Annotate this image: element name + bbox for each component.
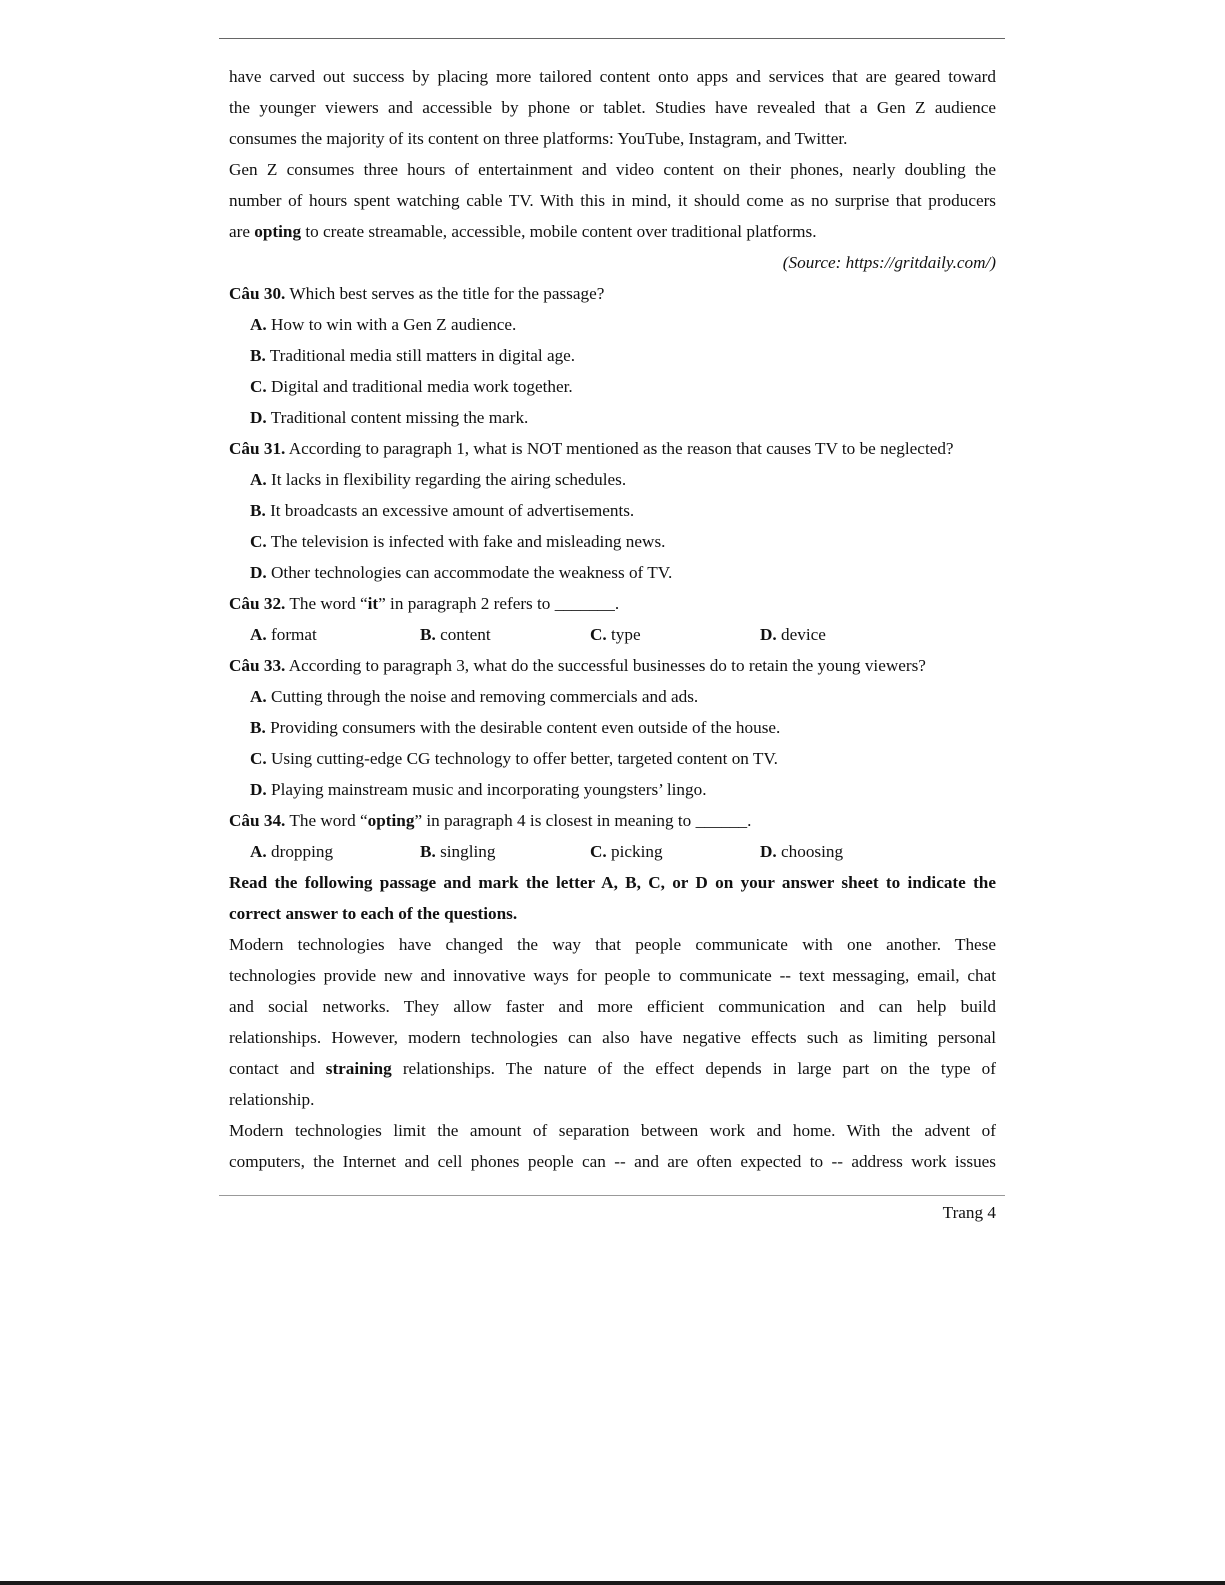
- passage-line: computers, the Internet and cell phones people can -- and are often expected to -- address work issues: [229, 1152, 996, 1171]
- passage-line: Modern technologies limit the amount of separation between work and home. With the advent of: [229, 1121, 996, 1140]
- passage-line: consumes the majority of its content on three platforms: YouTube, Instagram, and Twitter.: [229, 129, 848, 148]
- question-30: Câu 30. Which best serves as the title for the passage?: [229, 284, 605, 303]
- source-citation: (Source: https://gritdaily.com/): [782, 253, 996, 272]
- option-34b: B. singling: [420, 842, 496, 861]
- passage-line: technologies provide new and innovative ways for people to communicate -- text messaging, email, chat: [229, 966, 996, 985]
- option-34a: A. dropping: [250, 842, 334, 861]
- question-31: Câu 31. According to paragraph 1, what is NOT mentioned as the reason that causes TV to be neglected?: [229, 439, 954, 458]
- passage-line: and social networks. They allow faster and more efficient communication and can help build: [229, 997, 996, 1016]
- question-33: Câu 33. According to paragraph 3, what do the successful businesses do to retain the young viewers?: [229, 656, 926, 675]
- passage-line: the younger viewers and accessible by phone or tablet. Studies have revealed that a Gen Z audience: [229, 98, 996, 117]
- emphasized-word: opting: [254, 222, 302, 241]
- passage-line: are opting to create streamable, accessible, mobile content over traditional platforms.: [229, 222, 817, 241]
- option-33c: C. Using cutting-edge CG technology to offer better, targeted content on TV.: [250, 749, 778, 768]
- option-34d: D. choosing: [760, 842, 844, 861]
- top-rule: [219, 38, 1005, 39]
- option-32a: A. format: [250, 625, 317, 644]
- option-33b: B. Providing consumers with the desirable content even outside of the house.: [250, 718, 781, 737]
- page-content: [229, 61, 996, 1177]
- passage-line: Modern technologies have changed the way that people communicate with one another. These: [229, 935, 996, 954]
- option-32d: D. device: [760, 625, 826, 644]
- option-31a: A. It lacks in flexibility regarding the airing schedules.: [250, 470, 627, 489]
- options-34: [229, 836, 996, 867]
- instruction-line: correct answer to each of the questions.: [229, 904, 518, 923]
- option-30c: C. Digital and traditional media work together.: [250, 377, 573, 396]
- instruction-line: Read the following passage and mark the letter A, B, C, or D on your answer sheet to indicate the: [229, 873, 996, 892]
- options-32: [229, 619, 996, 650]
- question-34: Câu 34. The word “opting” in paragraph 4 is closest in meaning to ______.: [229, 811, 752, 830]
- option-30b: B. Traditional media still matters in digital age.: [250, 346, 576, 365]
- option-31b: B. It broadcasts an excessive amount of advertisements.: [250, 501, 635, 520]
- question-32: Câu 32. The word “it” in paragraph 2 refers to _______.: [229, 594, 620, 613]
- option-33d: D. Playing mainstream music and incorporating youngsters’ lingo.: [250, 780, 707, 799]
- option-30a: A. How to win with a Gen Z audience.: [250, 315, 517, 334]
- passage-line: relationship.: [229, 1090, 315, 1109]
- option-30d: D. Traditional content missing the mark.: [250, 408, 529, 427]
- passage-line: have carved out success by placing more tailored content onto apps and services that are geared toward: [229, 67, 996, 86]
- passage-line: contact and straining relationships. The nature of the effect depends in large part on the type of: [229, 1059, 996, 1078]
- option-33a: A. Cutting through the noise and removing commercials and ads.: [250, 687, 699, 706]
- passage-line: Gen Z consumes three hours of entertainment and video content on their phones, nearly doubling the: [229, 160, 996, 179]
- option-32b: B. content: [420, 625, 491, 644]
- bottom-rule: [219, 1195, 1005, 1196]
- option-34c: C. picking: [590, 842, 663, 861]
- option-31d: D. Other technologies can accommodate the weakness of TV.: [250, 563, 673, 582]
- emphasized-word: straining: [325, 1059, 392, 1078]
- passage-line: relationships. However, modern technologies can also have negative effects such as limiting personal: [229, 1028, 996, 1047]
- passage-line: number of hours spent watching cable TV. With this in mind, it should come as no surprise that producers: [229, 191, 996, 210]
- option-32c: C. type: [590, 625, 641, 644]
- page-number: Trang 4: [942, 1203, 996, 1222]
- option-31c: C. The television is infected with fake and misleading news.: [250, 532, 666, 551]
- page-edge: [0, 1581, 1225, 1585]
